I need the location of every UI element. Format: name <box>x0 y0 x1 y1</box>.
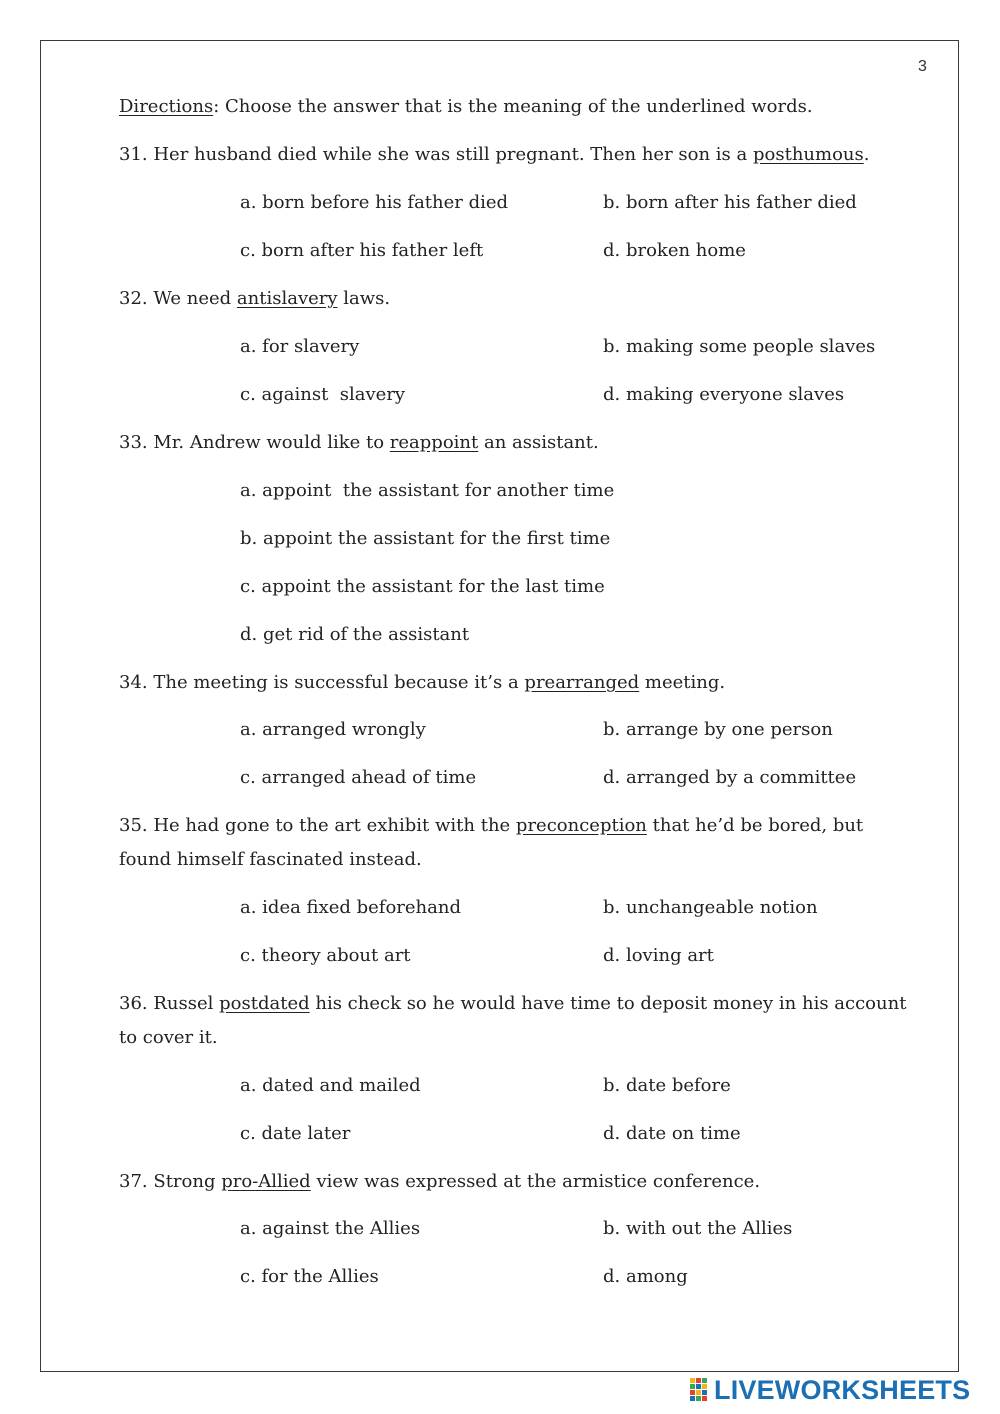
question-text: his check so he would have time to deposit money in his account to cover it. <box>119 993 907 1048</box>
option-34d[interactable]: d. arranged by a committee <box>603 767 857 788</box>
question-32 <box>119 282 390 316</box>
underlined-word: antislavery <box>236 288 338 309</box>
option-36b[interactable]: b. date before <box>603 1075 731 1096</box>
option-32d[interactable]: d. making everyone slaves <box>603 384 845 405</box>
option-34a[interactable]: a. arranged wrongly <box>240 719 426 740</box>
option-31d[interactable]: d. broken home <box>603 240 746 261</box>
question-number: 31. <box>119 144 148 165</box>
option-33d[interactable]: d. get rid of the assistant <box>240 624 470 645</box>
liveworksheets-logo-icon <box>690 1378 712 1402</box>
option-33a[interactable]: a. appoint the assistant for another time <box>240 480 615 501</box>
directions <box>119 90 813 124</box>
directions-text: : Choose the answer that is the meaning of the underlined words. <box>213 96 813 117</box>
liveworksheets-logo[interactable] <box>690 1375 970 1405</box>
directions-label: Directions <box>119 96 214 117</box>
question-text: We need <box>147 288 237 309</box>
question-36 <box>119 987 909 1055</box>
question-number: 36. <box>119 993 148 1014</box>
option-35b[interactable]: b. unchangeable notion <box>603 897 818 918</box>
question-37 <box>119 1165 760 1199</box>
page-number: 3 <box>918 58 927 75</box>
question-text: . <box>863 144 870 165</box>
question-31 <box>119 138 869 172</box>
question-33 <box>119 426 599 460</box>
logo-text: LIVEWORKSHEETS <box>714 1374 971 1405</box>
underlined-word: prearranged <box>524 672 640 693</box>
question-34 <box>119 666 725 700</box>
underlined-word: posthumous <box>752 144 864 165</box>
option-34b[interactable]: b. arrange by one person <box>603 719 833 740</box>
question-text: Russel <box>147 993 220 1014</box>
option-37c[interactable]: c. for the Allies <box>240 1266 379 1287</box>
option-36c[interactable]: c. date later <box>240 1123 351 1144</box>
underlined-word: postdated <box>219 993 310 1014</box>
question-text: The meeting is successful because it’s a <box>147 672 525 693</box>
option-35c[interactable]: c. theory about art <box>240 945 411 966</box>
option-35d[interactable]: d. loving art <box>603 945 714 966</box>
underlined-word: preconception <box>515 815 647 836</box>
option-33c[interactable]: c. appoint the assistant for the last time <box>240 576 605 597</box>
question-text: laws. <box>337 288 391 309</box>
question-number: 33. <box>119 432 148 453</box>
option-35a[interactable]: a. idea fixed beforehand <box>240 897 461 918</box>
option-31b[interactable]: b. born after his father died <box>603 192 857 213</box>
question-text: Strong <box>147 1171 222 1192</box>
question-number: 32. <box>119 288 148 309</box>
option-34c[interactable]: c. arranged ahead of time <box>240 767 477 788</box>
question-text: Her husband died while she was still pregnant. Then her son is a <box>147 144 753 165</box>
question-number: 35. <box>119 815 148 836</box>
underlined-word: reappoint <box>389 432 479 453</box>
option-37b[interactable]: b. with out the Allies <box>603 1218 793 1239</box>
question-text: Mr. Andrew would like to <box>147 432 390 453</box>
option-36d[interactable]: d. date on time <box>603 1123 741 1144</box>
question-number: 37. <box>119 1171 148 1192</box>
option-32a[interactable]: a. for slavery <box>240 336 360 357</box>
question-text: He had gone to the art exhibit with the <box>147 815 516 836</box>
question-text: that he’d be bored, but found himself fascinated instead. <box>119 815 864 870</box>
option-31c[interactable]: c. born after his father left <box>240 240 484 261</box>
option-36a[interactable]: a. dated and mailed <box>240 1075 421 1096</box>
question-text: view was expressed at the armistice conference. <box>310 1171 761 1192</box>
question-number: 34. <box>119 672 148 693</box>
option-37a[interactable]: a. against the Allies <box>240 1218 421 1239</box>
option-32c[interactable]: c. against slavery <box>240 384 406 405</box>
option-33b[interactable]: b. appoint the assistant for the first time <box>240 528 611 549</box>
option-31a[interactable]: a. born before his father died <box>240 192 509 213</box>
option-37d[interactable]: d. among <box>603 1266 688 1287</box>
question-text: an assistant. <box>478 432 599 453</box>
question-text: meeting. <box>639 672 726 693</box>
underlined-word: pro-Allied <box>221 1171 311 1192</box>
option-32b[interactable]: b. making some people slaves <box>603 336 876 357</box>
question-35 <box>119 809 909 877</box>
